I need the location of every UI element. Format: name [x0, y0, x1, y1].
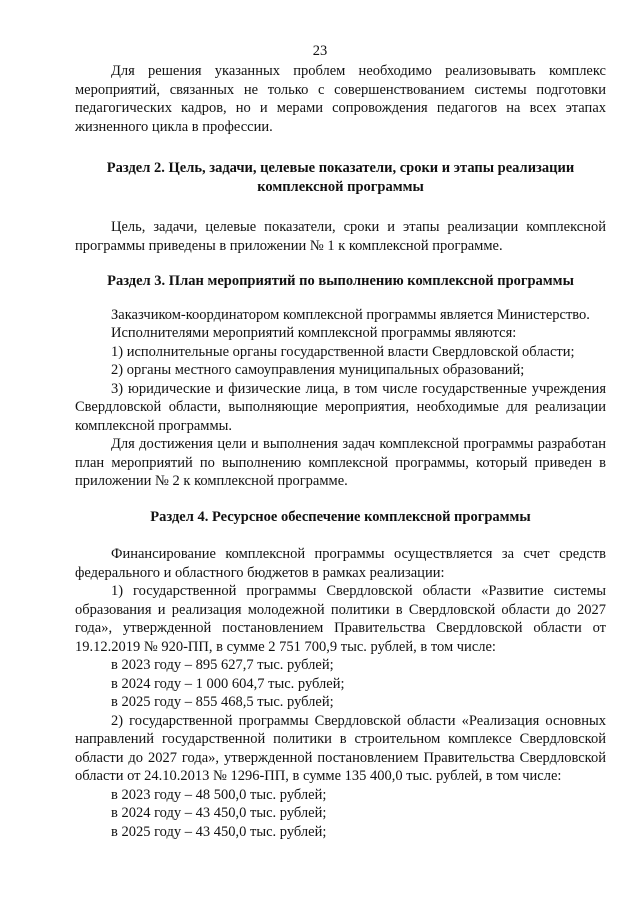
program-1-paragraph: 1) государственной программы Свердловской области «Развитие системы образования и реализация молодежной политики в Свердловской области до 2027 года», утвержденной постановлением Правительства Свердловской области от 19.12.2019 № 920-ПП, в сумме 2 751 700,9 тыс. рублей, в том числе: — [75, 583, 606, 655]
intro-paragraph: Для решения указанных проблем необходимо реализовывать комплекс мероприятий, связанных не только с совершенствованием системы подготовки педагогических кадров, но и мерами сопровождения педагогов на всех этапах жизненного цикла в профессии. — [75, 63, 606, 135]
plan-note-paragraph: Для достижения цели и выполнения задач комплексной программы разработан план мероприятий по выполнению комплексной программы, который приведен в приложении № 2 к комплексной программе. — [75, 436, 606, 489]
section-4-heading: Раздел 4. Ресурсное обеспечение комплексной программы — [150, 508, 531, 525]
program-2-amount: в 2025 году – 43 450,0 тыс. рублей; — [111, 823, 327, 840]
page-number: 23 — [312, 43, 328, 59]
financing-intro: Финансирование комплексной программы осуществляется за счет средств федерального и областного бюджетов в рамках реализации: — [75, 546, 606, 581]
program-1-amount: в 2024 году – 1 000 604,7 тыс. рублей; — [111, 675, 345, 692]
section-2-heading: Раздел 2. Цель, задачи, целевые показатели, сроки и этапы реализации комплексной программы — [106, 160, 575, 195]
section-2-paragraph: Цель, задачи, целевые показатели, сроки и этапы реализации комплексной программы приведены в приложении № 1 к комплексной программе. — [75, 219, 606, 254]
executor-item: 1) исполнительные органы государственной власти Свердловской области; — [111, 343, 575, 360]
program-2-paragraph: 2) государственной программы Свердловской области «Реализация основных направлений государственной политики в строительном комплексе Свердловской области до 2027 года», утвержденной постановлением Правительства Свердловской области от 24.10.2013 № 1296-ПП, в сумме 135 400,0 тыс. рублей, в том числе: — [75, 712, 606, 784]
program-2-amount: в 2023 году – 48 500,0 тыс. рублей; — [111, 786, 327, 803]
section-3-heading: Раздел 3. План мероприятий по выполнению комплексной программы — [107, 273, 574, 289]
customer-paragraph: Заказчиком-координатором комплексной программы является Министерство. — [111, 306, 590, 323]
program-2-amount: в 2024 году – 43 450,0 тыс. рублей; — [111, 805, 327, 821]
program-1-amount: в 2025 году – 855 468,5 тыс. рублей; — [111, 694, 334, 710]
document-body — [75, 62, 606, 841]
executor-item: 2) органы местного самоуправления муниципальных образований; — [111, 362, 525, 378]
program-1-amount: в 2023 году – 895 627,7 тыс. рублей; — [111, 657, 334, 673]
executor-item: 3) юридические и физические лица, в том числе государственные учреждения Свердловской области, выполняющие мероприятия, необходимые для реализации комплексной программы. — [75, 380, 606, 434]
executors-intro: Исполнителями мероприятий комплексной программы являются: — [111, 325, 517, 341]
